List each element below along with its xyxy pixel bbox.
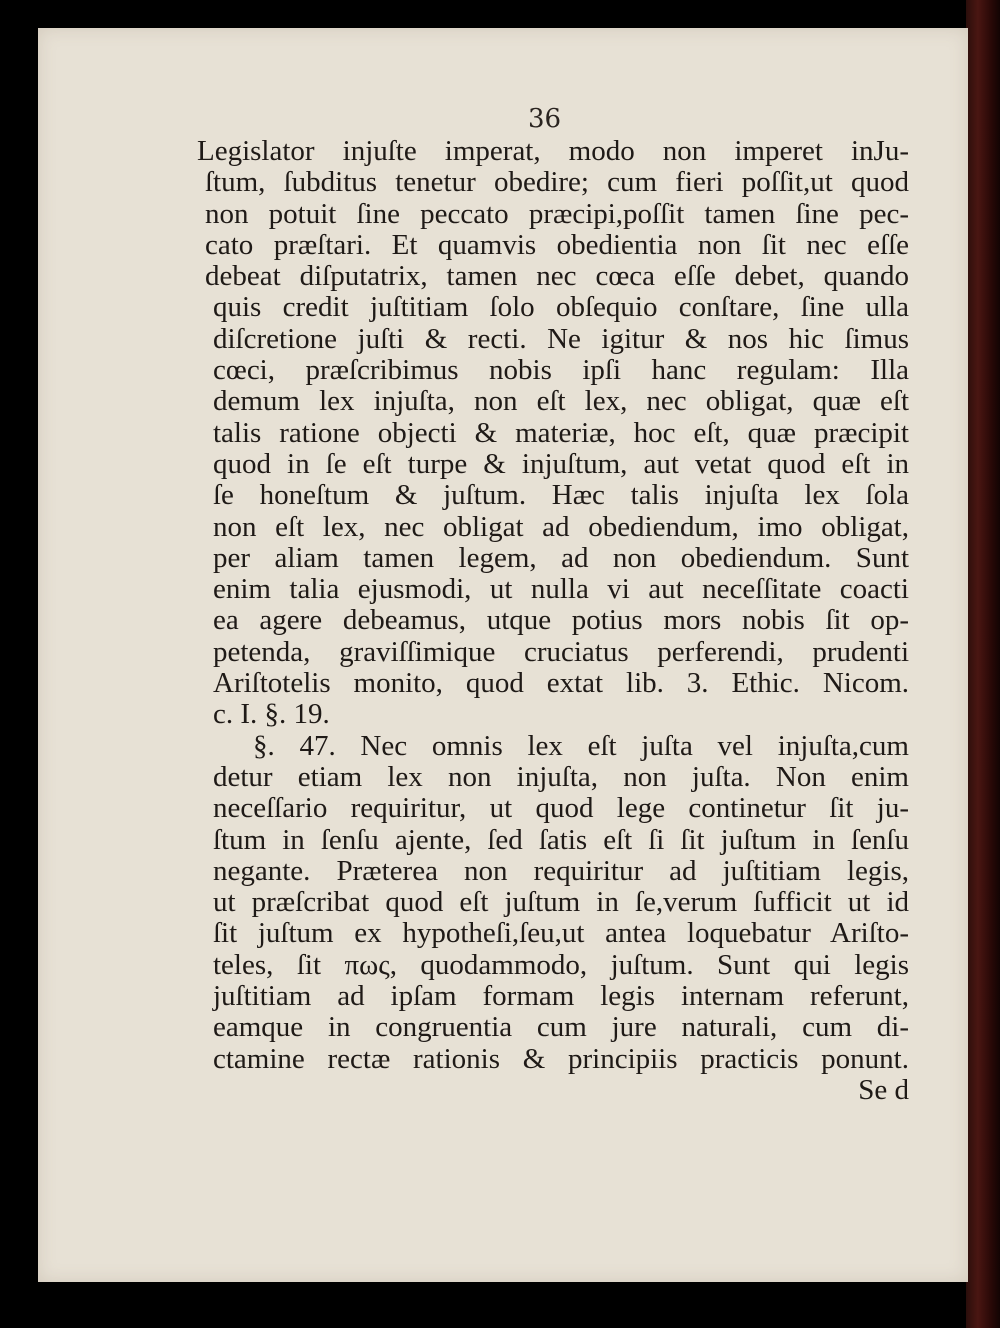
page-number: 36: [528, 104, 562, 134]
text-line: ſtum in ſenſu ajente, ſed ſatis eſt ſi ſit juſtum in ſenſu: [213, 823, 909, 856]
text-line: cato præſtari. Et quamvis obedientia non ſit nec eſſe: [205, 228, 909, 261]
text-line: cœci, præſcribimus nobis ipſi hanc regulam: Illa: [213, 354, 909, 387]
text-line: juſtitiam ad ipſam formam legis internam referunt,: [213, 980, 909, 1013]
text-line: negante. Præterea non requiritur ad juſtitiam legis,: [213, 854, 909, 887]
text-line: ſe honeſtum & juſtum. Hæc talis injuſta lex ſola: [213, 479, 909, 512]
text-line: quis credit juſtitiam ſolo obſequio conſtare, ſine ulla: [213, 291, 909, 324]
text-line: non potuit ſine peccato præcipi,poſſit tamen ſine pec-: [205, 197, 909, 230]
text-line: ea agere debeamus, utque potius mors nobis ſit op-: [213, 604, 909, 637]
text-line: neceſſario requiritur, ut quod lege continetur ſit ju-: [213, 792, 909, 825]
body-text: [197, 136, 909, 1106]
text-line: ſtum, ſubditus tenetur obedire; cum fieri poſſit,ut quod: [205, 166, 909, 199]
text-line: per aliam tamen legem, ad non obediendum. Sunt: [213, 541, 909, 574]
text-line: Legislator injuſte imperat, modo non imperet inJu-: [197, 135, 909, 167]
text-line: c. I. §. 19.: [213, 698, 330, 731]
book-binding-edge: [966, 0, 1000, 1328]
text-line: Ariſtotelis monito, quod extat lib. 3. Ethic. Nicom.: [213, 667, 909, 700]
text-line: non eſt lex, nec obligat ad obediendum, imo obligat,: [213, 510, 909, 543]
text-line: ctamine rectæ rationis & principiis practicis ponunt.: [213, 1042, 909, 1075]
section-heading-line: §. 47. Nec omnis lex eſt juſta vel injuſta,cum: [253, 729, 909, 762]
catchword: Se d: [858, 1073, 909, 1106]
text-line: eamque in congruentia cum jure naturali, cum di-: [213, 1011, 909, 1044]
text-line: quod in ſe eſt turpe & injuſtum, aut vetat quod eſt in: [213, 447, 909, 480]
text-line: talis ratione objecti & materiæ, hoc eſt, quæ præcipit: [213, 416, 909, 449]
text-line: demum lex injuſta, non eſt lex, nec obligat, quæ eſt: [213, 385, 909, 418]
text-line: teles, ſit πως, quodammodo, juſtum. Sunt qui legis: [213, 948, 909, 981]
text-line: detur etiam lex non injuſta, non juſta. Non enim: [213, 760, 909, 793]
text-line: ut præſcribat quod eſt juſtum in ſe,verum ſufficit ut id: [213, 886, 909, 919]
text-line: diſcretione juſti & recti. Ne igitur & nos hic ſimus: [213, 322, 909, 355]
text-line: enim talia ejusmodi, ut nulla vi aut neceſſitate coacti: [213, 573, 909, 606]
text-line: petenda, graviſſimique cruciatus perferendi, prudenti: [213, 635, 909, 668]
text-line: debeat diſputatrix, tamen nec cœca eſſe debet, quando: [205, 260, 909, 293]
text-line: ſit juſtum ex hypotheſi,ſeu,ut antea loquebatur Ariſto-: [213, 917, 909, 950]
